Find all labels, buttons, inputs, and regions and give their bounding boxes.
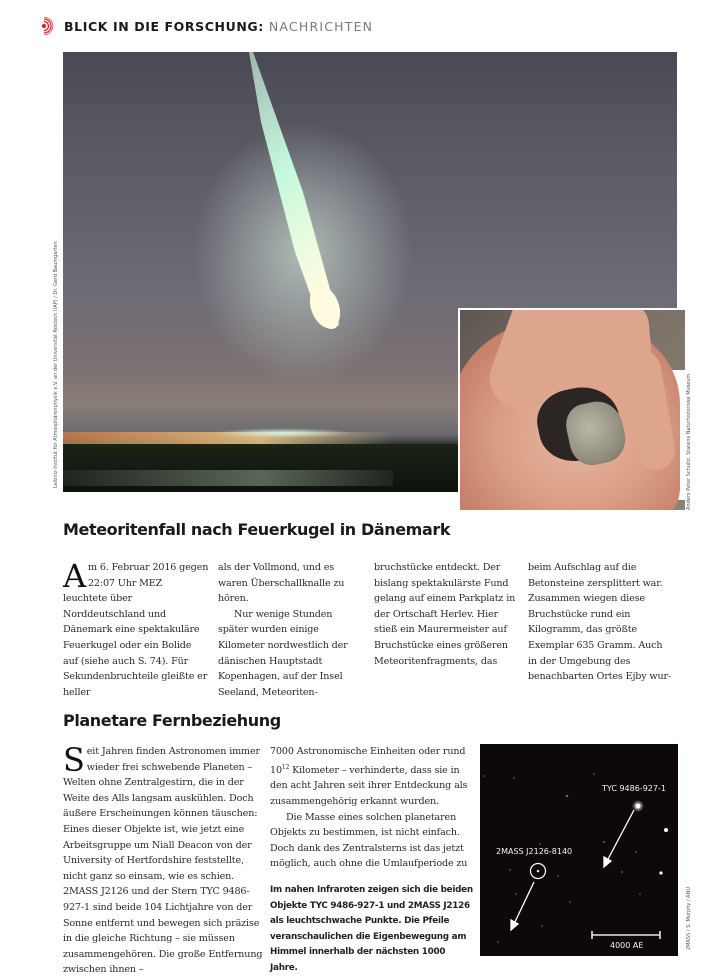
photo-credit-main: Leibniz-Institut für Atmosphärenphysik e.V. an der Universität Rostock (IAP) / Dr. Gerd Baumgarten <box>53 241 59 488</box>
infrared-sky-image <box>480 744 678 956</box>
drop-cap: A <box>63 557 86 595</box>
proper-motion-arrow-planet <box>514 882 534 924</box>
section-header <box>40 14 373 38</box>
radio-waves-icon <box>40 17 58 35</box>
section-subtitle: NACHRICHTEN <box>268 18 374 34</box>
sea-reflection <box>213 428 353 438</box>
article-title-meteorite: Meteoritenfall nach Feuerkugel in Dänemark <box>63 520 451 539</box>
article-title-planet: Planetare Fernbeziehung <box>63 711 281 730</box>
article1-column-3: bruchstücke entdeckt. Der bislang spektakulärste Fund gelang auf einem Parkplatz in der Ortschaft Herlev. Hier stieß ein Maurermeister auf Bruchstücke eines größeren Meteoritenfragments, das <box>374 562 516 667</box>
article1-column-4: beim Aufschlag auf die Betonsteine zersplittert war. Zusammen wiegen diese Bruchstücke rund ein Kilogramm, das größte Exemplar 635 Gramm. Auch in der Umgebung des benachbarten Ortes Ejby wur- <box>528 562 672 683</box>
label-star: TYC 9486-927-1 <box>602 784 666 793</box>
article1-column-1: Am 6. Februar 2016 gegen 22:07 Uhr MEZ leuchtete über Norddeutschland und Dänemark eine spektakuläre Feuerkugel oder ein Bolide auf (siehe auch S. 74). Für Sekundenbruchteile gleißte er heller <box>63 557 209 698</box>
label-planet: 2MASS J2126-8140 <box>496 847 573 856</box>
proper-motion-arrow-star <box>607 810 634 861</box>
photo-credit-inset: Anders Peter Schultz, Statens Naturhistoriske Museum <box>686 373 692 510</box>
article2-column-2: 7000 Astronomische Einheiten oder rund $10^{12}$ Kilometer – verhinderte, dass sie in den acht Jahren seit ihrer Entdeckung als zusammengehörig erkannt wurden. Die Masse eines solchen planetaren Objekts zu bestimmen, ist nicht einfach. Doch dank des Zentralsterns ist das jetzt möglich, auch ohne die Umlaufperiode zu <box>270 746 468 870</box>
meteorite-photo <box>458 308 685 510</box>
label-scale: 4000 AE <box>610 941 644 950</box>
image-caption: Im nahen Infraroten zeigen sich die beiden Objekte TYC 9486-927-1 und 2MASS J2126 als leuchtschwache Punkte. Die Pfeile veranschaulichen die Eigenbewegung am Himmel innerhalb der nächsten 1000 Jahre. <box>270 885 473 973</box>
scale-bar <box>592 931 660 939</box>
drop-cap: S <box>63 741 85 779</box>
article2-column-1: Seit Jahren finden Astronomen immer wieder frei schwebende Planeten – Welten ohne Zentralgestirn, die in der Weite des Alls langsam auskühlen. Doch äußere Erscheinungen können täuschen: Eines dieser Objekte ist, wie jetzt eine Arbeitsgruppe um Niall Deacon von der University of Hertfordshire feststellte, nicht ganz so einsam, wie es schien. 2MASS J2126 und der Stern TYC 9486-927-1 sind beide 104 Lichtjahre von der Sonne entfernt und bewegen sich präzise in die gleiche Richtung – sie müssen zusammengehören. Die große Entfernung zwischen ihnen – <box>63 741 263 976</box>
photo-credit-sky: 2MASS / S. Murphy / ANU <box>686 886 692 950</box>
pond-reflection <box>63 470 393 486</box>
section-title: BLICK IN DIE FORSCHUNG: <box>64 18 264 34</box>
article1-column-2: als der Vollmond, und es waren Überschallknalle zu hören. Nur wenige Stunden später wurden einige Kilometer nordwestlich der dänischen Hauptstadt Kopenhagen, auf der Insel Seeland, Meteoriten- <box>218 562 348 698</box>
